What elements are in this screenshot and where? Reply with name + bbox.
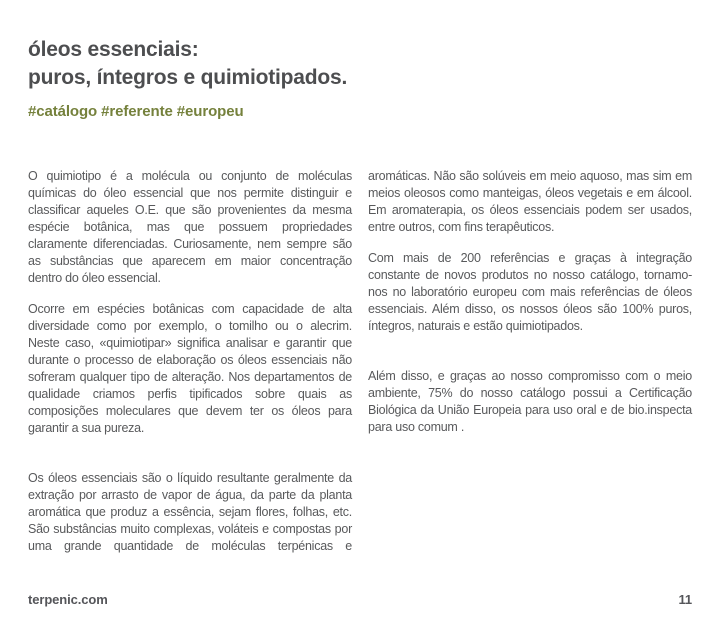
paragraph: Ocorre em espécies botânicas com capacidade de alta diversidade como por exemplo, o tomilho ou o alecrim. Neste caso, «quimiotipar» significa analisar e garantir que durante o processo de elaboração os óleos essenciais não sofreram qualquer tipo de alteração. Nos departamentos de qualidade criamos perfis tipificados sobre quais as composições moleculares que devem ter os óleos para garantir a sua pureza.	[28, 302, 352, 435]
body-columns	[28, 168, 692, 555]
right-column	[368, 168, 692, 555]
footer-page-number: 11	[678, 592, 692, 607]
paragraph: Os óleos essenciais são o líquido resultante geralmente da extração por arrasto de vapor de água, da parte da planta aromática que produz a essência, sejam flores, folhas, etc. São substâncias muito complexas, voláteis e compostas por uma grande quantidade de moléculas terpénicas e	[28, 471, 352, 553]
page-title	[28, 36, 347, 92]
footer-site-name: terpenic.com	[28, 592, 108, 607]
page-title-line-1: óleos essenciais:	[28, 38, 199, 61]
paragraph: Com mais de 200 referências e graças à integração constante de novos produtos no nosso catálogo, tornamo-nos no laboratório europeu com mais referências de óleos essenciais. Além disso, os nossos óleos são 100% puros, íntegros, naturais e estão quimiotipados.	[368, 251, 692, 333]
left-column	[28, 168, 352, 555]
paragraph: O quimiotipo é a molécula ou conjunto de moléculas químicas do óleo essencial que nos permite distinguir e classificar aqueles O.E. que são provenientes da mesma espécie botânica, mas que possuem propriedades claramente diferenciadas. Curiosamente, nem sempre são as substâncias que aparecem em maior concentração dentro do óleo essencial.	[28, 169, 352, 285]
hashtags: #catálogo #referente #europeu	[28, 103, 244, 120]
page-footer	[28, 592, 692, 607]
page-title-line-2: puros, íntegros e quimiotipados.	[28, 66, 348, 89]
paragraph: Além disso, e graças ao nosso compromisso com o meio ambiente, 75% do nosso catálogo possui a Certificação Biológica da União Europeia para uso oral e de bio.inspecta para uso comum .	[368, 369, 692, 434]
paragraph: aromáticas. Não são solúveis em meio aquoso, mas sim em meios oleosos como manteigas, óleos vegetais e em álcool. Em aromaterapia, os óleos essenciais podem ser usados, entre outros, com fins terapêuticos.	[368, 169, 692, 234]
